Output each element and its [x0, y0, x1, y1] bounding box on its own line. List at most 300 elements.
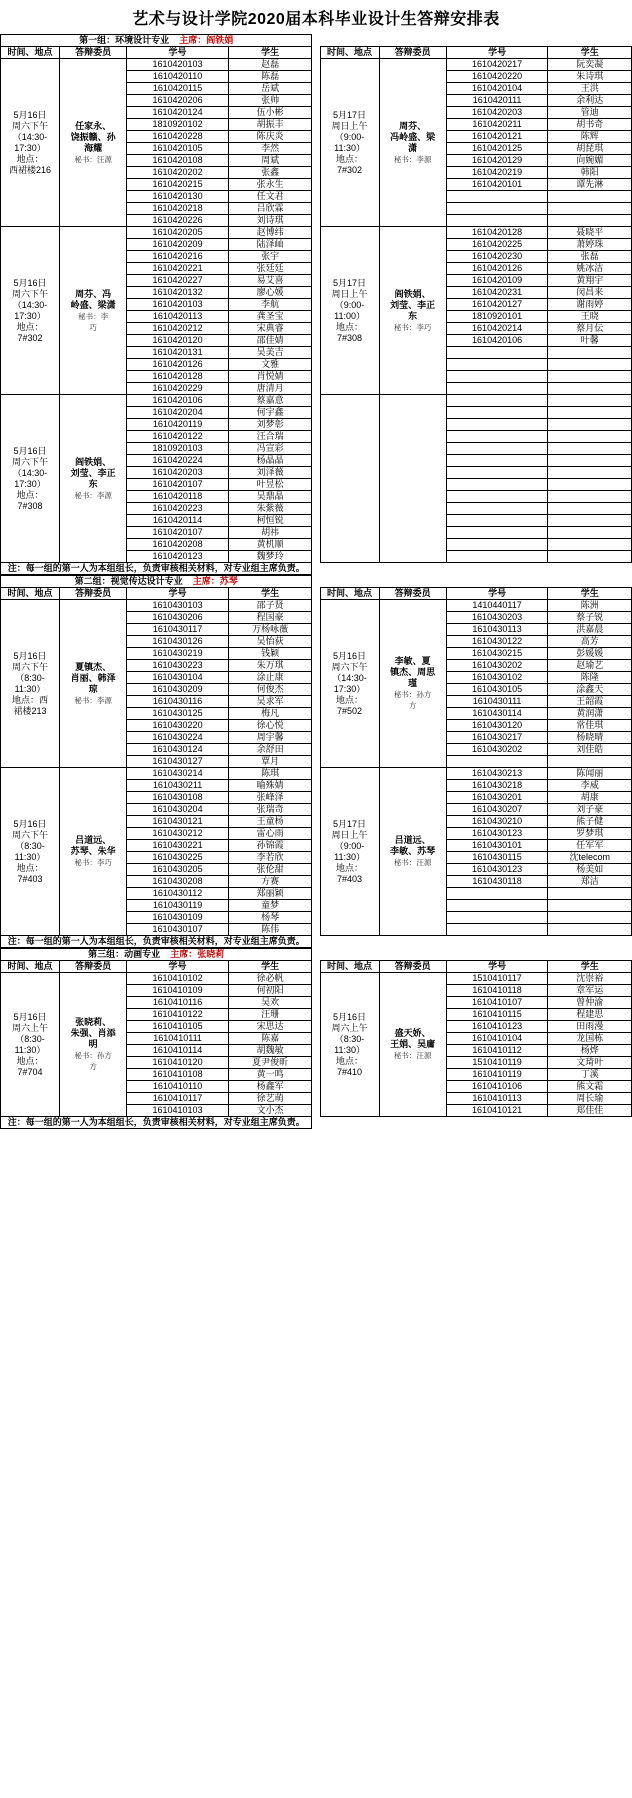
student-id: 1610430124: [127, 744, 229, 756]
student-name: 梅凡: [228, 708, 311, 720]
student-id: 1610420129: [446, 155, 548, 167]
group-header-row: [1, 35, 632, 47]
student-name: 冯宣彩: [228, 443, 311, 455]
secretary-label: 秘书：李 巧: [78, 311, 109, 332]
student-id: [446, 503, 548, 515]
student-name: 汪珊: [228, 1009, 311, 1021]
student-id: 1610420212: [127, 323, 229, 335]
student-name: 吕欣霖: [228, 203, 311, 215]
group-note: 注：每一组的第一人为本组组长，负责审核相关材料，对专业组主席负责。: [1, 1117, 312, 1129]
student-name: 熊文霜: [548, 1081, 632, 1093]
session-time: 5月16日 周六下午 （14:30- 17:30） 地点： 7#308: [1, 395, 60, 563]
secretary-label: 秘书：李源: [393, 154, 432, 164]
student-name: 文小杰: [228, 1105, 311, 1117]
student-id: [446, 455, 548, 467]
student-name: 沈telecom: [548, 852, 632, 864]
student-id: 1610430123: [446, 828, 548, 840]
student-id: 1610430203: [446, 612, 548, 624]
student-id: 1610420204: [127, 407, 229, 419]
student-id: 1610420119: [127, 419, 229, 431]
student-name: 罗梦琪: [548, 828, 632, 840]
student-id: 1610430209: [127, 684, 229, 696]
student-id: 1610430108: [127, 792, 229, 804]
student-name: 宋思达: [228, 1021, 311, 1033]
student-name: 熊子健: [548, 816, 632, 828]
group-note: 注：每一组的第一人为本组组长，负责审核相关材料，对专业组主席负责。: [1, 936, 312, 948]
student-name: 张永生: [228, 179, 311, 191]
student-id: 1610430211: [127, 780, 229, 792]
student-id: [446, 527, 548, 539]
student-id: 1610420115: [127, 83, 229, 95]
student-id: 1610420131: [127, 347, 229, 359]
student-id: 1610420130: [127, 191, 229, 203]
student-name: [548, 527, 632, 539]
student-name: 姚冰洁: [548, 263, 632, 275]
student-id: 1610420103: [127, 59, 229, 71]
chair-name: 阎铁娟: [206, 35, 234, 45]
chair-name: 苏琴: [219, 576, 238, 586]
committee-members: 吕道远、 苏琴、朱华 秘书：李巧: [60, 768, 127, 936]
student-id: 1610430122: [446, 636, 548, 648]
chair-label: 主席：: [192, 576, 220, 586]
student-name: 刘子豪: [548, 804, 632, 816]
student-name: 陈庆炎: [228, 131, 311, 143]
student-name: 朱万琪: [228, 660, 311, 672]
student-name: 肖悦婧: [228, 371, 311, 383]
col-student: 学生: [548, 588, 632, 600]
student-id: 1610420211: [446, 119, 548, 131]
student-id: 1610410116: [127, 997, 229, 1009]
student-name: 陈磊: [228, 71, 311, 83]
student-id: [446, 551, 548, 563]
student-name: 易艾喜: [228, 275, 311, 287]
col-time: 时间、地点: [320, 47, 379, 59]
session-time: 5月16日 周六下午 （14:30- 17:30） 地点： 7#502: [320, 600, 379, 768]
chair-label: 主席：: [179, 35, 207, 45]
student-name: 杨晓晴: [548, 732, 632, 744]
student-id: [446, 191, 548, 203]
student-name: 管迪: [548, 107, 632, 119]
student-name: 朱诗琪: [548, 71, 632, 83]
student-id: 1610420224: [127, 455, 229, 467]
student-name: 陈琪: [228, 768, 311, 780]
student-name: 闵昌来: [548, 287, 632, 299]
student-id: 1610430116: [127, 696, 229, 708]
student-id: [446, 900, 548, 912]
student-name: [548, 443, 632, 455]
student-name: 吴美吉: [228, 347, 311, 359]
student-id: 1610420219: [446, 167, 548, 179]
student-id: 1610420104: [446, 83, 548, 95]
student-id: 1610420120: [127, 335, 229, 347]
student-id: 1610420230: [446, 251, 548, 263]
student-id: 1410440117: [446, 600, 548, 612]
committee-members: 盛天娇、 王娟、吴庸 秘书：汪源: [379, 973, 446, 1117]
student-name: 杨晶晶: [228, 455, 311, 467]
student-name: 李威: [548, 780, 632, 792]
student-id: 1610420228: [127, 131, 229, 143]
group-major: 视觉传达设计专业: [110, 576, 183, 586]
student-name: 郑洁: [548, 876, 632, 888]
student-id: 1610430212: [127, 828, 229, 840]
student-name: 程国豪: [228, 612, 311, 624]
student-name: 覃月: [228, 756, 311, 768]
student-name: 杨烨: [548, 1045, 632, 1057]
student-id: 1610410111: [127, 1033, 229, 1045]
col-committee: 答辩委员: [379, 961, 446, 973]
student-name: 张磊: [548, 251, 632, 263]
student-id: [446, 467, 548, 479]
student-name: 胡祎: [228, 527, 311, 539]
student-name: 周长瑜: [548, 1093, 632, 1105]
student-id: 1610430201: [446, 792, 548, 804]
student-id: 1610410109: [127, 985, 229, 997]
student-name: 赵磊: [228, 59, 311, 71]
student-name: 孙锦霞: [228, 840, 311, 852]
student-name: 张瑞奇: [228, 804, 311, 816]
student-name: 万杨咏薇: [228, 624, 311, 636]
student-name: 陈隆: [548, 672, 632, 684]
note-row: [1, 936, 632, 948]
student-name: 宋典睿: [228, 323, 311, 335]
student-name: [548, 371, 632, 383]
student-name: 曾仲渝: [548, 997, 632, 1009]
student-id: [446, 395, 548, 407]
student-name: 周宇馨: [228, 732, 311, 744]
secretary-label: 秘书：孙方 方: [393, 690, 432, 710]
col-time: 时间、地点: [1, 961, 60, 973]
student-name: 郑丽颖: [228, 888, 311, 900]
student-id: 1610420110: [127, 71, 229, 83]
student-id: [446, 431, 548, 443]
student-name: 聂晓平: [548, 227, 632, 239]
column-header-row: [1, 961, 632, 973]
student-name: 蔡嘉意: [228, 395, 311, 407]
student-name: [548, 539, 632, 551]
student-name: 陈洲: [548, 600, 632, 612]
student-name: 叶馨: [548, 335, 632, 347]
student-id: 1610410113: [446, 1093, 548, 1105]
student-name: 黄翔宇: [548, 275, 632, 287]
student-name: 周斌: [228, 155, 311, 167]
student-id: [446, 443, 548, 455]
col-time: 时间、地点: [320, 588, 379, 600]
col-student: 学生: [548, 961, 632, 973]
secretary-label: 秘书：李源: [74, 490, 112, 500]
student-name: 喻殊婧: [228, 780, 311, 792]
col-committee: 答辩委员: [60, 588, 127, 600]
student-id: 1610420208: [127, 539, 229, 551]
student-id: 1610430126: [127, 636, 229, 648]
student-name: 胡书奇: [548, 119, 632, 131]
group-note: 注：每一组的第一人为本组组长，负责审核相关材料，对专业组主席负责。: [1, 563, 312, 575]
student-name: [548, 503, 632, 515]
student-name: 陈伟: [228, 924, 311, 936]
student-id: 1610430225: [127, 852, 229, 864]
student-id: 1610420122: [127, 431, 229, 443]
note-row: [1, 1117, 632, 1129]
student-name: [548, 395, 632, 407]
student-id: 1510410119: [446, 1057, 548, 1069]
student-name: 黄一鸣: [228, 1069, 311, 1081]
student-id: 1610430121: [127, 816, 229, 828]
secretary-label: 秘书：汪源: [393, 858, 432, 867]
student-name: [548, 359, 632, 371]
student-id: 1610430101: [446, 840, 548, 852]
student-id: 1610410121: [446, 1105, 548, 1117]
student-id: 1610410117: [127, 1093, 229, 1105]
student-name: 雷心雨: [228, 828, 311, 840]
student-name: 王童杨: [228, 816, 311, 828]
student-id: 1610410103: [127, 1105, 229, 1117]
student-name: 文琦叶: [548, 1057, 632, 1069]
student-name: 涂止康: [228, 672, 311, 684]
student-name: 阮奕凝: [548, 59, 632, 71]
group-title: [1, 949, 312, 961]
student-name: [548, 215, 632, 227]
student-name: [548, 431, 632, 443]
col-committee: 答辩委员: [379, 588, 446, 600]
student-id: 1610420101: [446, 179, 548, 191]
group-major: 动画专业: [124, 949, 161, 959]
student-name: 何俊杰: [228, 684, 311, 696]
student-name: 赵博纬: [228, 227, 311, 239]
group-header-row: [1, 949, 632, 961]
student-id: [446, 347, 548, 359]
session-time: [320, 395, 379, 563]
student-id: 1610430208: [127, 876, 229, 888]
student-id: 1610430217: [446, 732, 548, 744]
student-name: 李然: [228, 143, 311, 155]
student-name: 陈辉: [548, 131, 632, 143]
col-sid: 学号: [127, 588, 229, 600]
student-id: 1610420103: [127, 299, 229, 311]
student-name: 刘梦彰: [228, 419, 311, 431]
student-id: 1610420205: [127, 227, 229, 239]
student-name: 杨美如: [548, 864, 632, 876]
student-id: 1610420229: [127, 383, 229, 395]
student-name: 夏尹俊昕: [228, 1057, 311, 1069]
student-name: 胡康: [548, 792, 632, 804]
group-prefix: 第一组：: [79, 35, 116, 45]
student-name: [548, 383, 632, 395]
student-id: 1610410108: [127, 1069, 229, 1081]
note-row: [1, 563, 632, 575]
student-id: [446, 515, 548, 527]
session-time: 5月16日 周六下午 （8:30- 11:30） 地点：西 裙楼213: [1, 600, 60, 768]
student-id: 1610430113: [446, 624, 548, 636]
student-id: 1610430119: [127, 900, 229, 912]
student-id: 1610420126: [127, 359, 229, 371]
student-id: 1610430107: [127, 924, 229, 936]
student-id: 1610420203: [127, 467, 229, 479]
student-id: 1610420107: [127, 527, 229, 539]
student-name: 谭先淋: [548, 179, 632, 191]
student-name: 魏梦玲: [228, 551, 311, 563]
student-name: 朱紫薇: [228, 503, 311, 515]
committee-members: 张晓莉、 朱强、肖添 明 秘书：孙方 方: [60, 973, 127, 1117]
student-name: 王晓: [548, 311, 632, 323]
student-id: 1610410120: [127, 1057, 229, 1069]
student-name: 刘诗琪: [228, 215, 311, 227]
session-time: 5月16日 周六上午 （8:30- 11:30） 地点： 7#704: [1, 973, 60, 1117]
student-name: 吴怡荻: [228, 636, 311, 648]
student-id: 1610430221: [127, 840, 229, 852]
student-id: 1610430204: [127, 804, 229, 816]
student-name: 赵瑜艺: [548, 660, 632, 672]
student-name: 杨琴: [228, 912, 311, 924]
student-name: 邵子贤: [228, 600, 311, 612]
student-id: 1610420118: [127, 491, 229, 503]
student-id: 1610430224: [127, 732, 229, 744]
session-time: 5月16日 周六下午 （14:30- 17:30） 地点： 西裙楼216: [1, 59, 60, 227]
student-id: 1610410123: [446, 1021, 548, 1033]
student-id: 1610420105: [127, 143, 229, 155]
student-id: 1610430115: [446, 852, 548, 864]
secretary-label: 秘书：李源: [74, 695, 112, 705]
student-name: 吴欢: [228, 997, 311, 1009]
student-id: 1610430102: [446, 672, 548, 684]
committee-members: 阎铁娟、 刘莹、李正 东 秘书：李源: [60, 395, 127, 563]
col-student: 学生: [228, 588, 311, 600]
student-id: 1610420215: [127, 179, 229, 191]
student-name: [548, 912, 632, 924]
student-name: 常佳琪: [548, 720, 632, 732]
student-id: 1610420221: [127, 263, 229, 275]
student-id: 1610420220: [446, 71, 548, 83]
student-name: 李若欣: [228, 852, 311, 864]
secretary-label: 秘书：汪源: [393, 1051, 432, 1060]
student-id: 1610420227: [127, 275, 229, 287]
committee-members: 李敏、夏 镇杰、周思 瑾 秘书：孙方 方: [379, 600, 446, 768]
student-name: 岳斌: [228, 83, 311, 95]
student-name: 章军运: [548, 985, 632, 997]
student-id: 1610410104: [446, 1033, 548, 1045]
student-name: 黄润潇: [548, 708, 632, 720]
student-id: 1610410115: [446, 1009, 548, 1021]
student-id: 1610420216: [127, 251, 229, 263]
session-time: 5月17日 周日上午 （9:00- 11:00） 地点： 7#308: [320, 227, 379, 395]
student-name: 蔡月伝: [548, 323, 632, 335]
student-id: [446, 419, 548, 431]
student-name: 黄机顺: [228, 539, 311, 551]
student-name: 张伦甜: [228, 864, 311, 876]
table-row: [1, 973, 632, 985]
student-id: [446, 215, 548, 227]
session-time: 5月16日 周六上午 （8:30- 11:30） 地点： 7#410: [320, 973, 379, 1117]
student-id: 1610430105: [446, 684, 548, 696]
student-name: 徐艺萌: [228, 1093, 311, 1105]
student-name: [548, 551, 632, 563]
session-time: 5月16日 周六下午 （8:30- 11:30） 地点： 7#403: [1, 768, 60, 936]
student-id: [446, 539, 548, 551]
student-id: 1610420202: [127, 167, 229, 179]
student-id: 1610430114: [446, 708, 548, 720]
col-student: 学生: [228, 47, 311, 59]
student-name: [548, 491, 632, 503]
secretary-label: 秘书：孙方 方: [74, 1051, 112, 1071]
student-id: [446, 383, 548, 395]
student-id: 1610430202: [446, 744, 548, 756]
student-id: 1610430111: [446, 696, 548, 708]
student-id: 1610420125: [446, 143, 548, 155]
col-student: 学生: [548, 47, 632, 59]
group-title: [1, 576, 312, 588]
student-name: 龚圣宝: [228, 311, 311, 323]
student-name: 陆泽屾: [228, 239, 311, 251]
student-id: 1610420217: [446, 59, 548, 71]
student-name: 张峰泽: [228, 792, 311, 804]
student-name: 萧婷珠: [548, 239, 632, 251]
student-id: [446, 491, 548, 503]
student-name: 吴鼎晶: [228, 491, 311, 503]
student-id: 1610410105: [127, 1021, 229, 1033]
student-id: 1610430117: [127, 624, 229, 636]
student-name: 彭媛媛: [548, 648, 632, 660]
student-name: 龙国栋: [548, 1033, 632, 1045]
committee-members: 周芬、冯 岭盛、梁潇 秘书：李 巧: [60, 227, 127, 395]
student-name: [548, 407, 632, 419]
student-id: 1610410122: [127, 1009, 229, 1021]
student-name: 向婉媚: [548, 155, 632, 167]
col-committee: 答辩委员: [60, 47, 127, 59]
student-name: [548, 467, 632, 479]
group-major: 环境设计专业: [115, 35, 170, 45]
student-id: 1510410117: [446, 973, 548, 985]
student-id: 1610420113: [127, 311, 229, 323]
student-name: 陈闻丽: [548, 768, 632, 780]
student-id: 1610410118: [446, 985, 548, 997]
student-name: 李航: [228, 299, 311, 311]
secretary-label: 秘书：李巧: [74, 858, 112, 867]
student-name: [548, 419, 632, 431]
student-name: 伍小彬: [228, 107, 311, 119]
student-name: 余利达: [548, 95, 632, 107]
committee-members: 周芬、 冯岭盛、梁 潇 秘书：李源: [379, 59, 446, 227]
student-name: 张廷廷: [228, 263, 311, 275]
committee-members: [379, 395, 446, 563]
student-name: 徐心悦: [228, 720, 311, 732]
group-header-row: [1, 576, 632, 588]
col-committee: 答辩委员: [379, 47, 446, 59]
student-name: 涂鑫天: [548, 684, 632, 696]
col-committee: 答辩委员: [60, 961, 127, 973]
student-name: 廖心媛: [228, 287, 311, 299]
student-name: 杨鑫军: [228, 1081, 311, 1093]
student-name: [548, 924, 632, 936]
student-id: 1610410112: [446, 1045, 548, 1057]
student-id: 1610420231: [446, 287, 548, 299]
session-time: 5月17日 周日上午 （9:00- 11:30） 地点： 7#302: [320, 59, 379, 227]
student-id: 1610420225: [446, 239, 548, 251]
student-id: 1610410106: [446, 1081, 548, 1093]
student-name: [548, 888, 632, 900]
col-sid: 学号: [446, 588, 548, 600]
student-id: 1610430120: [446, 720, 548, 732]
student-name: 何宇鑫: [228, 407, 311, 419]
student-id: [446, 479, 548, 491]
student-id: 1610420206: [127, 95, 229, 107]
col-time: 时间、地点: [1, 47, 60, 59]
student-id: 1610410110: [127, 1081, 229, 1093]
student-id: 1610420128: [127, 371, 229, 383]
student-name: 张帅: [228, 95, 311, 107]
student-id: 1810920103: [127, 443, 229, 455]
table-row: [1, 768, 632, 780]
student-id: 1610430109: [127, 912, 229, 924]
student-id: 1610430210: [446, 816, 548, 828]
group-prefix: 第二组：: [74, 576, 111, 586]
